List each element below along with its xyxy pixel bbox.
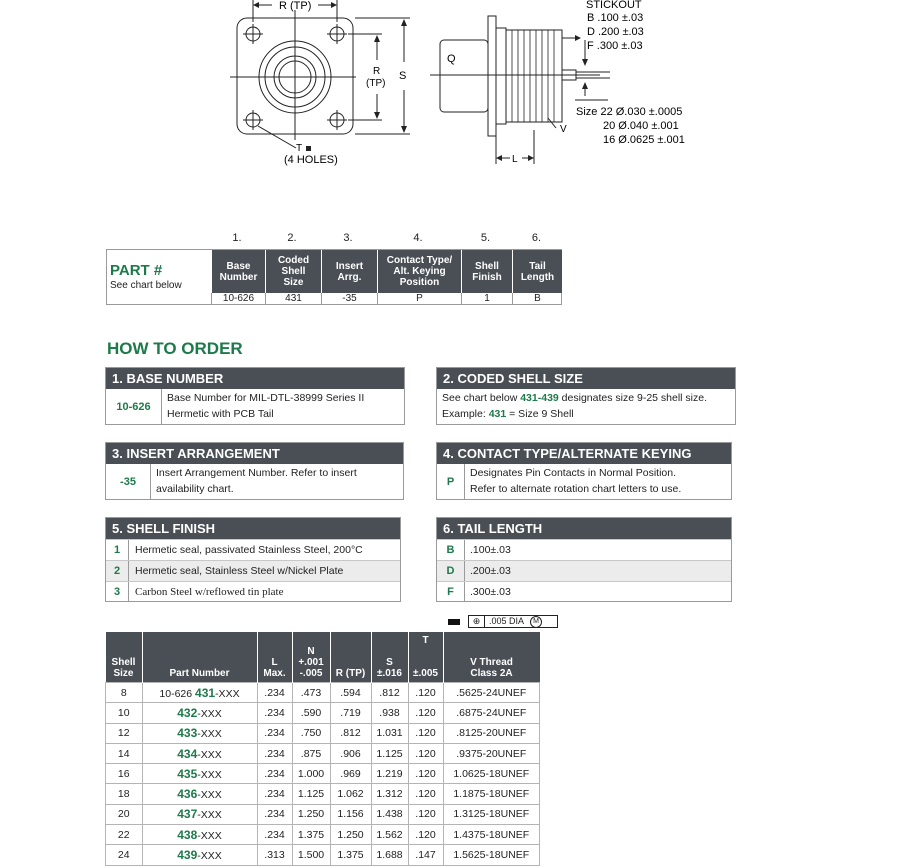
part-number-code: 437 (177, 807, 198, 822)
r-tp-cell: .594 (330, 683, 371, 703)
t-cell: .120 (408, 683, 443, 703)
part-number-code: 432 (177, 705, 198, 720)
tolerance-m-modifier: M (530, 616, 542, 628)
coded-shell-size-title: 2. CODED SHELL SIZE (437, 368, 735, 389)
tail-length-title: 6. TAIL LENGTH (437, 518, 731, 539)
l-max-cell: .234 (257, 743, 292, 763)
n-cell: 1.000 (292, 764, 330, 784)
base-number-box (105, 367, 405, 425)
part-col-idx-3: 3. (343, 232, 353, 244)
tolerance-callout-text: .005 DIA (489, 616, 525, 626)
contact-type-text: Designates Pin Contacts in Normal Position. Refer to alternate rotation chart letters to use. (470, 467, 682, 495)
l-max-cell: .234 (257, 825, 292, 845)
contact-type-code: P (437, 464, 465, 499)
n-cell: 1.500 (292, 845, 330, 865)
s-cell: .812 (371, 683, 408, 703)
part-col-value-4: P (377, 293, 461, 305)
shell-size-cell: 10 (106, 703, 143, 723)
coded-shell-size-text: See chart below 431-439 designates size 9-25 shell size. Example: 431 = Size 9 Shell (442, 392, 708, 420)
tp-label: (TP) (366, 78, 386, 89)
v-thread-cell: 1.3125-18UNEF (443, 804, 540, 824)
t-cell: .120 (408, 784, 443, 804)
part-col-header-3: Insert Arrg. (321, 250, 377, 293)
r-label: R (373, 66, 381, 77)
part-number-prefix: 10-626 (159, 687, 196, 700)
s-cell: 1.438 (371, 804, 408, 824)
part-number-suffix: -XXX (197, 829, 222, 842)
s-cell: 1.312 (371, 784, 408, 804)
part-number-code: 431 (195, 685, 216, 700)
v-thread-cell: .8125-20UNEF (443, 723, 540, 743)
part-col-idx-4: 4. (413, 232, 423, 244)
shell-size-cell: 16 (106, 764, 143, 784)
r-tp-cell: 1.375 (330, 845, 371, 865)
table-row (106, 804, 540, 824)
r-tp-cell: 1.062 (330, 784, 371, 804)
part-col-idx-5: 5. (480, 232, 491, 244)
part-number-cell (142, 784, 257, 804)
stickout-d: D .200 ±.03 (587, 26, 644, 38)
holes-label: (4 HOLES) (284, 154, 338, 166)
shell-finish-row (106, 581, 400, 602)
n-cell: 1.375 (292, 825, 330, 845)
stickout-title: STICKOUT (586, 0, 642, 11)
shell-size-cell: 18 (106, 784, 143, 804)
shell-finish-code: 2 (106, 561, 129, 581)
shell-finish-code: 3 (106, 582, 129, 602)
base-number-code: 10-626 (106, 389, 162, 424)
v-thread-cell: 1.1875-18UNEF (443, 784, 540, 804)
r-tp-cell: .906 (330, 743, 371, 763)
part-number-code: 434 (177, 746, 198, 761)
tail-length-code: B (437, 540, 465, 560)
col-l-max: L Max. (257, 632, 292, 683)
table-row (106, 683, 540, 703)
base-number-row (106, 389, 404, 424)
part-col-idx-6: 6. (531, 232, 542, 244)
n-cell: .875 (292, 743, 330, 763)
tolerance-callout-frame (468, 615, 558, 628)
t-label: T (296, 143, 303, 154)
tail-length-text: .200±.03 (470, 565, 511, 577)
part-col-value-3: -35 (321, 293, 377, 305)
part-number-cell (142, 764, 257, 784)
col-v-thread: V Thread Class 2A (443, 632, 540, 683)
part-number-code: 439 (177, 848, 198, 863)
stickout-f: F .300 ±.03 (587, 40, 643, 52)
shell-size-cell: 20 (106, 804, 143, 824)
tail-length-text: .300±.03 (470, 586, 511, 598)
r-tp-top-label: R (TP) (279, 0, 312, 12)
part-number-suffix: -XXX (197, 809, 222, 822)
t-cell: .120 (408, 825, 443, 845)
part-number-suffix: -XXX (197, 850, 222, 863)
v-thread-cell: .6875-24UNEF (443, 703, 540, 723)
shell-finish-text: Hermetic seal, Stainless Steel w/Nickel Plate (135, 565, 344, 577)
n-cell: .473 (292, 683, 330, 703)
part-col-idx-1: 1. (232, 232, 242, 244)
part-col-value-6: B (512, 293, 562, 305)
tolerance-square-marker (448, 619, 460, 625)
r-tp-cell: .719 (330, 703, 371, 723)
r-tp-cell: 1.156 (330, 804, 371, 824)
col-part-number: Part Number (142, 632, 257, 683)
shell-size-cell: 12 (106, 723, 143, 743)
q-label: Q (447, 53, 456, 65)
base-number-text: Base Number for MIL-DTL-38999 Series II Hermetic with PCB Tail (167, 392, 365, 420)
s-cell: 1.219 (371, 764, 408, 784)
shell-finish-row (106, 560, 400, 581)
col-shell-size: Shell Size (106, 632, 143, 683)
part-number-table (106, 249, 562, 305)
shell-finish-code: 1 (106, 540, 129, 560)
part-col-header-6: Tail Length (512, 250, 562, 293)
table-row (106, 743, 540, 763)
contact-size-22: Size 22 Ø.030 ±.0005 (576, 106, 683, 118)
contact-type-row (437, 464, 731, 499)
part-col-value-5: 1 (461, 293, 512, 305)
t-cell: .120 (408, 723, 443, 743)
part-col-idx-2: 2. (287, 232, 297, 244)
part-number-cell (142, 804, 257, 824)
part-col-header-1: Base Number (211, 250, 265, 293)
part-col-value-1: 10-626 (211, 293, 265, 305)
shell-size-cell: 24 (106, 845, 143, 865)
s-cell: 1.125 (371, 743, 408, 763)
s-cell: .938 (371, 703, 408, 723)
connector-drawing (0, 0, 904, 200)
table-row (106, 703, 540, 723)
tail-length-row (437, 539, 731, 560)
t-cell: .147 (408, 845, 443, 865)
table-row (106, 825, 540, 845)
l-max-cell: .234 (257, 784, 292, 804)
stickout-b: B .100 ±.03 (587, 12, 644, 24)
n-cell: 1.125 (292, 784, 330, 804)
part-number-code: 433 (177, 726, 198, 741)
r-tp-cell: .812 (330, 723, 371, 743)
shell-finish-box (105, 517, 401, 602)
part-number-suffix: -XXX (197, 768, 222, 781)
insert-arrangement-title: 3. INSERT ARRANGEMENT (106, 443, 403, 464)
part-number-cell (142, 703, 257, 723)
insert-arrangement-text: Insert Arrangement Number. Refer to insert availability chart. (156, 467, 357, 495)
n-cell: .590 (292, 703, 330, 723)
part-number-suffix: -XXX (197, 789, 222, 802)
t-cell: .120 (408, 804, 443, 824)
shell-size-cell: 22 (106, 825, 143, 845)
part-number-cell (142, 743, 257, 763)
dimension-table (105, 632, 540, 866)
part-number-cell (142, 683, 257, 703)
coded-shell-size-box (436, 367, 736, 425)
part-number-suffix: -XXX (197, 728, 222, 741)
how-to-order-title: HOW TO ORDER (107, 339, 243, 358)
table-row (106, 764, 540, 784)
l-label: L (512, 154, 518, 165)
contact-type-title: 4. CONTACT TYPE/ALTERNATE KEYING (437, 443, 731, 464)
tail-length-row (437, 581, 731, 602)
tail-length-code: F (437, 582, 465, 602)
shell-size-cell: 8 (106, 683, 143, 703)
insert-arrangement-code: -35 (106, 464, 151, 499)
shell-finish-title: 5. SHELL FINISH (106, 518, 400, 539)
part-col-header-2: Coded Shell Size (265, 250, 321, 293)
col-t: T ±.005 (408, 632, 443, 683)
tail-length-box (436, 517, 732, 602)
v-label: V (560, 124, 567, 135)
col-s: S ±.016 (371, 632, 408, 683)
insert-arrangement-row (106, 464, 403, 499)
l-max-cell: .234 (257, 804, 292, 824)
t-cell: .120 (408, 703, 443, 723)
s-cell: 1.688 (371, 845, 408, 865)
n-cell: 1.250 (292, 804, 330, 824)
v-thread-cell: 1.5625-18UNEF (443, 845, 540, 865)
part-number-code: 438 (177, 827, 198, 842)
part-number-cell (142, 723, 257, 743)
part-number-code: 435 (177, 766, 198, 781)
part-title: PART # (110, 262, 163, 279)
position-tolerance-icon: ⊕ (469, 616, 485, 627)
n-cell: .750 (292, 723, 330, 743)
table-row (106, 845, 540, 865)
part-number-suffix: -XXX (197, 707, 222, 720)
part-number-code: 436 (177, 787, 198, 802)
shell-size-cell: 14 (106, 743, 143, 763)
part-col-value-2: 431 (265, 293, 321, 305)
v-thread-cell: .5625-24UNEF (443, 683, 540, 703)
s-cell: 1.562 (371, 825, 408, 845)
part-number-suffix: -XXX (197, 748, 222, 761)
l-max-cell: .234 (257, 683, 292, 703)
part-col-header-4: Contact Type/ Alt. Keying Position (377, 250, 461, 293)
col-n: N +.001 -.005 (292, 632, 330, 683)
shell-finish-text: Hermetic seal, passivated Stainless Steel, 200°C (135, 544, 363, 556)
r-tp-cell: 1.250 (330, 825, 371, 845)
l-max-cell: .234 (257, 723, 292, 743)
contact-size-20: 20 Ø.040 ±.001 (603, 120, 679, 132)
dimension-table-header (106, 632, 540, 683)
t-cell: .120 (408, 743, 443, 763)
table-row (106, 723, 540, 743)
part-number-cell (142, 825, 257, 845)
base-number-title: 1. BASE NUMBER (106, 368, 404, 389)
table-row (106, 784, 540, 804)
v-thread-cell: 1.0625-18UNEF (443, 764, 540, 784)
l-max-cell: .313 (257, 845, 292, 865)
tail-length-row (437, 560, 731, 581)
tail-length-code: D (437, 561, 465, 581)
v-thread-cell: .9375-20UNEF (443, 743, 540, 763)
part-number-suffix: -XXX (215, 687, 240, 700)
l-max-cell: .234 (257, 764, 292, 784)
shell-finish-text: Carbon Steel w/reflowed tin plate (135, 586, 284, 598)
r-tp-cell: .969 (330, 764, 371, 784)
part-number-cell (142, 845, 257, 865)
s-cell: 1.031 (371, 723, 408, 743)
part-subtitle: See chart below (110, 280, 182, 291)
s-label: S (399, 70, 407, 82)
t-cell: .120 (408, 764, 443, 784)
contact-size-16: 16 Ø.0625 ±.001 (603, 134, 685, 146)
contact-type-box (436, 442, 732, 500)
insert-arrangement-box (105, 442, 404, 500)
tail-length-text: .100±.03 (470, 544, 511, 556)
shell-finish-row (106, 539, 400, 560)
v-thread-cell: 1.4375-18UNEF (443, 825, 540, 845)
part-col-header-5: Shell Finish (461, 250, 512, 293)
l-max-cell: .234 (257, 703, 292, 723)
col-r-tp: R (TP) (330, 632, 371, 683)
